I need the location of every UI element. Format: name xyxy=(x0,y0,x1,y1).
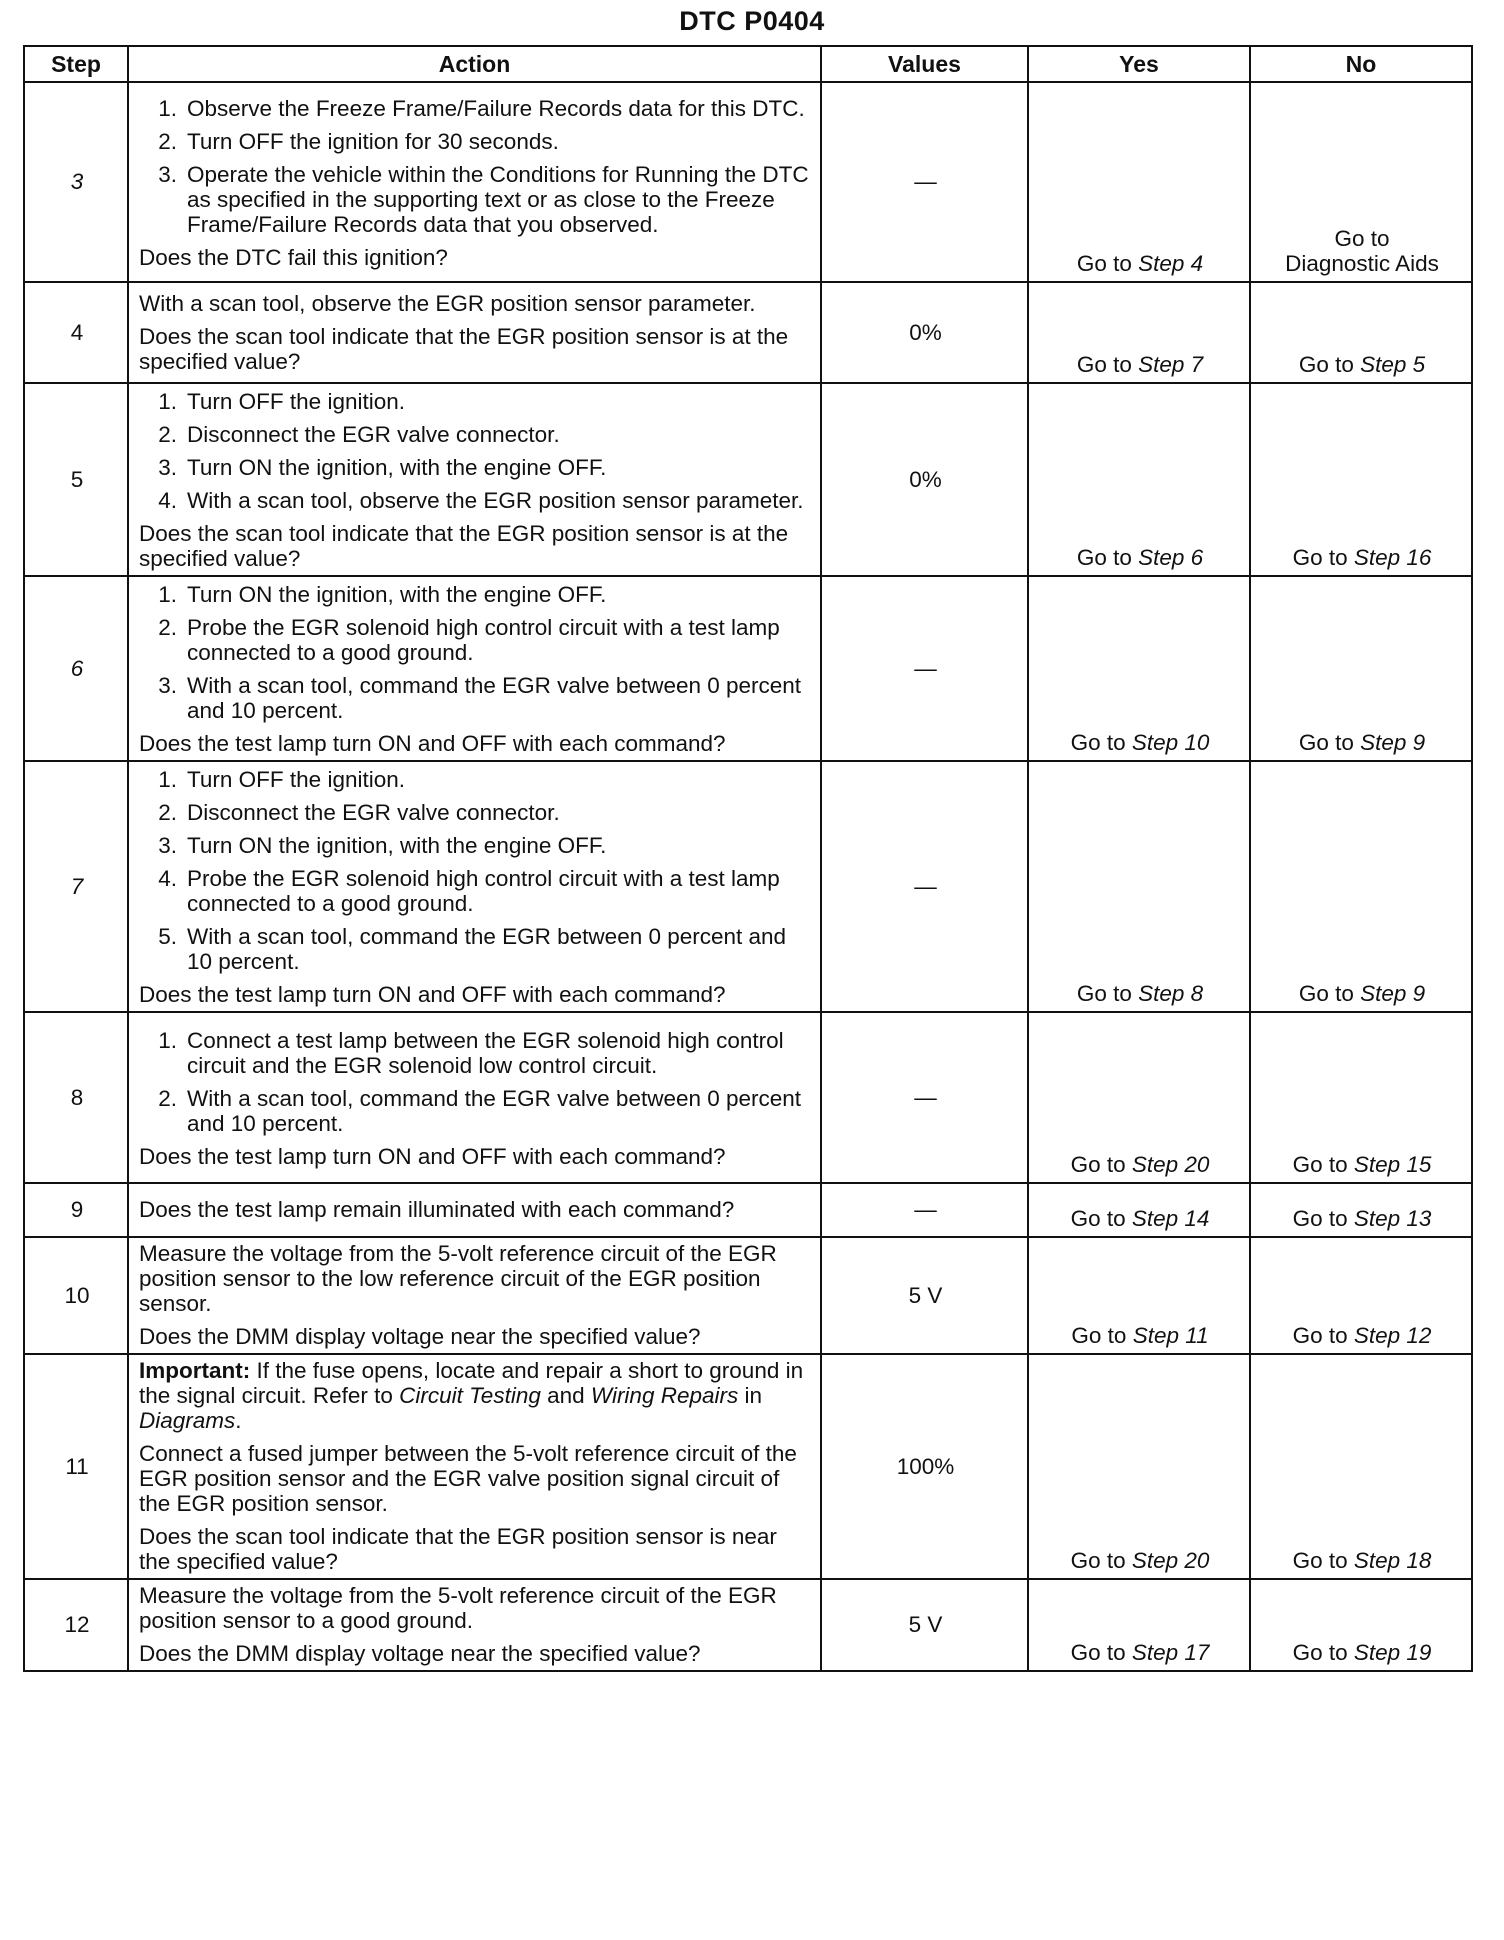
step-number: 8 xyxy=(24,1012,128,1183)
action-question: Does the DTC fail this ignition? xyxy=(139,244,448,270)
step-number: 9 xyxy=(24,1183,128,1237)
value-cell: — xyxy=(821,1183,1028,1237)
list-item-number: 2. xyxy=(158,422,177,447)
note-text: . xyxy=(235,1408,242,1433)
table-row xyxy=(24,1183,1472,1237)
value-cell: — xyxy=(821,761,1028,1012)
list-item-number: 1. xyxy=(158,582,177,607)
action-cell xyxy=(128,761,821,1012)
note-text: and xyxy=(540,1383,591,1408)
table-row xyxy=(24,1237,1472,1354)
go-to-label: Go to xyxy=(1292,545,1348,570)
list-item-number: 3. xyxy=(158,833,177,858)
action-steps-list xyxy=(139,1028,812,1136)
list-item-text: Turn OFF the ignition. xyxy=(187,389,406,414)
go-to-label: Go to xyxy=(1070,1152,1126,1177)
action-steps-list xyxy=(139,96,812,237)
go-to-label: Go to xyxy=(1076,251,1132,276)
yes-cell xyxy=(1028,1012,1250,1183)
go-to-step-link[interactable]: Step 9 xyxy=(1360,730,1426,755)
step-number: 12 xyxy=(24,1579,128,1671)
list-item xyxy=(139,924,812,974)
no-cell xyxy=(1250,1237,1472,1354)
list-item-number: 5. xyxy=(158,924,177,949)
go-to-label: Go to xyxy=(1292,1548,1348,1573)
yes-cell xyxy=(1028,1354,1250,1579)
table-row xyxy=(24,576,1472,761)
list-item xyxy=(139,833,812,858)
step-number: 3 xyxy=(24,82,128,282)
value-cell: 0% xyxy=(821,282,1028,383)
list-item xyxy=(139,455,812,480)
action-question: Does the scan tool indicate that the EGR position sensor is near the specified value? xyxy=(139,1524,777,1574)
header-action: Action xyxy=(128,46,821,82)
action-cell xyxy=(128,1183,821,1237)
list-item xyxy=(139,96,812,121)
header-step: Step xyxy=(24,46,128,82)
list-item-text: Probe the EGR solenoid high control circuit with a test lamp connected to a good ground. xyxy=(187,866,780,916)
yes-cell xyxy=(1028,1183,1250,1237)
go-to-step-link[interactable]: Step 20 xyxy=(1131,1152,1210,1177)
go-to-label: Go to xyxy=(1334,226,1390,251)
no-cell xyxy=(1250,383,1472,576)
value-cell: — xyxy=(821,1012,1028,1183)
list-item xyxy=(139,582,812,607)
yes-cell xyxy=(1028,761,1250,1012)
list-item-text: Turn OFF the ignition for 30 seconds. xyxy=(187,128,559,154)
go-to-step-link[interactable]: Step 5 xyxy=(1360,352,1426,377)
no-cell xyxy=(1250,282,1472,383)
action-cell xyxy=(128,383,821,576)
go-to-label: Go to xyxy=(1070,730,1126,755)
list-item xyxy=(139,615,812,665)
yes-cell xyxy=(1028,383,1250,576)
header-row xyxy=(24,46,1472,82)
go-to-target: Diagnostic Aids xyxy=(1285,251,1439,276)
list-item-number: 1. xyxy=(158,767,177,792)
list-item xyxy=(139,488,812,513)
action-question: Does the DMM display voltage near the specified value? xyxy=(139,1641,701,1666)
table-row xyxy=(24,383,1472,576)
step-number: 10 xyxy=(24,1237,128,1354)
diagnostic-table xyxy=(23,45,1473,1672)
list-item-number: 1. xyxy=(158,95,177,121)
list-item-text: Turn OFF the ignition. xyxy=(187,767,406,792)
table-row xyxy=(24,1012,1472,1183)
go-to-label: Go to xyxy=(1298,981,1354,1006)
go-to-label: Go to xyxy=(1076,352,1132,377)
action-question: Does the scan tool indicate that the EGR position sensor is at the specified value? xyxy=(139,323,789,374)
go-to-label: Go to xyxy=(1076,981,1132,1006)
step-number: 4 xyxy=(24,282,128,383)
go-to-label: Go to xyxy=(1292,1323,1348,1348)
note-text: If the fuse opens, locate and repair a short to ground in the signal circuit. Refer to xyxy=(139,1358,804,1408)
yes-cell xyxy=(1028,82,1250,282)
go-to-step-link[interactable]: Step 6 xyxy=(1138,545,1204,570)
action-question: Does the test lamp turn ON and OFF with each command? xyxy=(139,1143,726,1169)
list-item-number: 2. xyxy=(158,615,177,640)
value-cell: — xyxy=(821,576,1028,761)
go-to-step-link[interactable]: Step 20 xyxy=(1131,1548,1210,1573)
go-to-step-link[interactable]: Step 14 xyxy=(1131,1206,1210,1231)
no-cell xyxy=(1250,1579,1472,1671)
list-item-number: 2. xyxy=(158,128,177,154)
list-item-number: 2. xyxy=(158,800,177,825)
go-to-step-link[interactable]: Step 18 xyxy=(1353,1548,1432,1573)
go-to-label: Go to xyxy=(1070,1640,1126,1665)
go-to-step-link[interactable]: Step 17 xyxy=(1131,1640,1210,1665)
action-paragraph: Connect a fused jumper between the 5-volt reference circuit of the EGR position sensor and the EGR valve position signal circuit of the EGR position sensor. xyxy=(139,1441,797,1516)
list-item-text: Operate the vehicle within the Conditions for Running the DTC as specified in the supporting text or as close to the Freeze Frame/Failure Records data that you observed. xyxy=(187,161,809,237)
list-item-number: 4. xyxy=(158,488,177,513)
list-item xyxy=(139,389,812,414)
list-item-text: Turn ON the ignition, with the engine OFF. xyxy=(187,455,607,480)
value-cell: 100% xyxy=(821,1354,1028,1579)
list-item-text: With a scan tool, command the EGR valve between 0 percent and 10 percent. xyxy=(187,673,802,723)
action-question: Does the scan tool indicate that the EGR position sensor is at the specified value? xyxy=(139,521,789,571)
go-to-label: Go to xyxy=(1292,1152,1348,1177)
action-paragraph: With a scan tool, observe the EGR position sensor parameter. xyxy=(139,290,756,316)
table-row xyxy=(24,1354,1472,1579)
list-item-text: With a scan tool, command the EGR valve between 0 percent and 10 percent. xyxy=(187,1085,802,1136)
action-question: Does the DMM display voltage near the specified value? xyxy=(139,1324,701,1349)
reference-link-text: Circuit Testing xyxy=(399,1383,541,1408)
table-row xyxy=(24,761,1472,1012)
go-to-label: Go to xyxy=(1292,1640,1348,1665)
value-cell: 5 V xyxy=(821,1237,1028,1354)
list-item-text: Turn ON the ignition, with the engine OFF. xyxy=(187,833,607,858)
go-to-step-link[interactable]: Step 7 xyxy=(1138,352,1204,377)
step-number: 7 xyxy=(24,761,128,1012)
list-item xyxy=(139,1028,812,1078)
go-to-label: Go to xyxy=(1298,352,1354,377)
action-cell xyxy=(128,1237,821,1354)
yes-cell xyxy=(1028,282,1250,383)
yes-cell xyxy=(1028,576,1250,761)
list-item-number: 3. xyxy=(158,673,177,698)
list-item-number: 1. xyxy=(158,389,177,414)
action-cell xyxy=(128,576,821,761)
list-item-text: Disconnect the EGR valve connector. xyxy=(187,422,560,447)
action-question: Does the test lamp turn ON and OFF with each command? xyxy=(139,731,726,756)
reference-link-text: Diagrams xyxy=(139,1408,236,1433)
go-to-step-link[interactable]: Step 12 xyxy=(1353,1323,1432,1348)
action-cell xyxy=(128,1354,821,1579)
action-cell xyxy=(128,282,821,383)
yes-cell xyxy=(1028,1237,1250,1354)
header-no: No xyxy=(1250,46,1472,82)
list-item-number: 3. xyxy=(158,161,177,187)
page-title: DTC P0404 xyxy=(679,6,825,36)
go-to-step-link[interactable]: Step 9 xyxy=(1360,981,1426,1006)
note-text: in xyxy=(738,1383,763,1408)
go-to-label: Go to xyxy=(1298,730,1354,755)
action-cell xyxy=(128,1579,821,1671)
list-item-text: Probe the EGR solenoid high control circuit with a test lamp connected to a good ground. xyxy=(187,615,780,665)
header-values: Values xyxy=(821,46,1028,82)
go-to-step-link[interactable]: Step 15 xyxy=(1353,1152,1432,1177)
no-cell xyxy=(1250,1354,1472,1579)
go-to-step-link[interactable]: Step 16 xyxy=(1353,545,1432,570)
go-to-label: Go to xyxy=(1070,1548,1126,1573)
no-cell xyxy=(1250,82,1472,282)
go-to-step-link[interactable]: Step 4 xyxy=(1138,251,1204,276)
table-body xyxy=(24,82,1472,1671)
go-to-step-link[interactable]: Step 19 xyxy=(1353,1640,1432,1665)
step-number: 6 xyxy=(24,576,128,761)
table-row xyxy=(24,282,1472,383)
go-to-step-link[interactable]: Step 13 xyxy=(1353,1206,1432,1231)
value-cell: 0% xyxy=(821,383,1028,576)
list-item-number: 4. xyxy=(158,866,177,891)
list-item xyxy=(139,800,812,825)
list-item-text: Turn ON the ignition, with the engine OFF. xyxy=(187,582,607,607)
list-item-number: 3. xyxy=(158,455,177,480)
reference-link-text: Wiring Repairs xyxy=(590,1383,739,1408)
step-number: 5 xyxy=(24,383,128,576)
go-to-label: Go to xyxy=(1071,1323,1127,1348)
value-cell: — xyxy=(821,82,1028,282)
list-item-text: Connect a test lamp between the EGR solenoid high control circuit and the EGR solenoid low control circuit. xyxy=(187,1027,784,1078)
value-cell: 5 V xyxy=(821,1579,1028,1671)
list-item-number: 2. xyxy=(158,1085,177,1111)
no-cell xyxy=(1250,576,1472,761)
list-item xyxy=(139,866,812,916)
table-row xyxy=(24,82,1472,282)
no-cell xyxy=(1250,1183,1472,1237)
go-to-label: Go to xyxy=(1292,1206,1348,1231)
table-row xyxy=(24,1579,1472,1671)
list-item xyxy=(139,673,812,723)
step-number: 11 xyxy=(24,1354,128,1579)
list-item xyxy=(139,767,812,792)
header-yes: Yes xyxy=(1028,46,1250,82)
list-item-text: With a scan tool, observe the EGR position sensor parameter. xyxy=(187,488,804,513)
no-cell xyxy=(1250,761,1472,1012)
list-item xyxy=(139,422,812,447)
action-paragraph: Measure the voltage from the 5-volt reference circuit of the EGR position sensor to the low reference circuit of the EGR position sensor. xyxy=(139,1241,777,1316)
action-steps-list xyxy=(139,767,812,974)
list-item xyxy=(139,129,812,154)
yes-cell xyxy=(1028,1579,1250,1671)
action-steps-list xyxy=(139,582,812,723)
go-to-label: Go to xyxy=(1076,545,1132,570)
list-item-text: With a scan tool, command the EGR between 0 percent and 10 percent. xyxy=(187,924,787,974)
action-steps-list xyxy=(139,389,812,513)
important-note xyxy=(139,1358,812,1433)
action-question: Does the test lamp remain illuminated with each command? xyxy=(139,1197,735,1222)
go-to-step-link[interactable]: Step 10 xyxy=(1131,730,1210,755)
action-question: Does the test lamp turn ON and OFF with each command? xyxy=(139,982,726,1007)
list-item xyxy=(139,162,812,237)
go-to-label: Go to xyxy=(1070,1206,1126,1231)
list-item-number: 1. xyxy=(158,1027,177,1053)
action-paragraph: Measure the voltage from the 5-volt reference circuit of the EGR position sensor to a good ground. xyxy=(139,1583,777,1633)
go-to-step-link[interactable]: Step 8 xyxy=(1138,981,1204,1006)
list-item xyxy=(139,1086,812,1136)
action-cell xyxy=(128,1012,821,1183)
list-item-text: Disconnect the EGR valve connector. xyxy=(187,800,560,825)
important-label: Important: xyxy=(139,1358,251,1383)
go-to-step-link[interactable]: Step 11 xyxy=(1132,1323,1209,1348)
action-cell xyxy=(128,82,821,282)
list-item-text: Observe the Freeze Frame/Failure Records data for this DTC. xyxy=(187,95,805,121)
no-cell xyxy=(1250,1012,1472,1183)
